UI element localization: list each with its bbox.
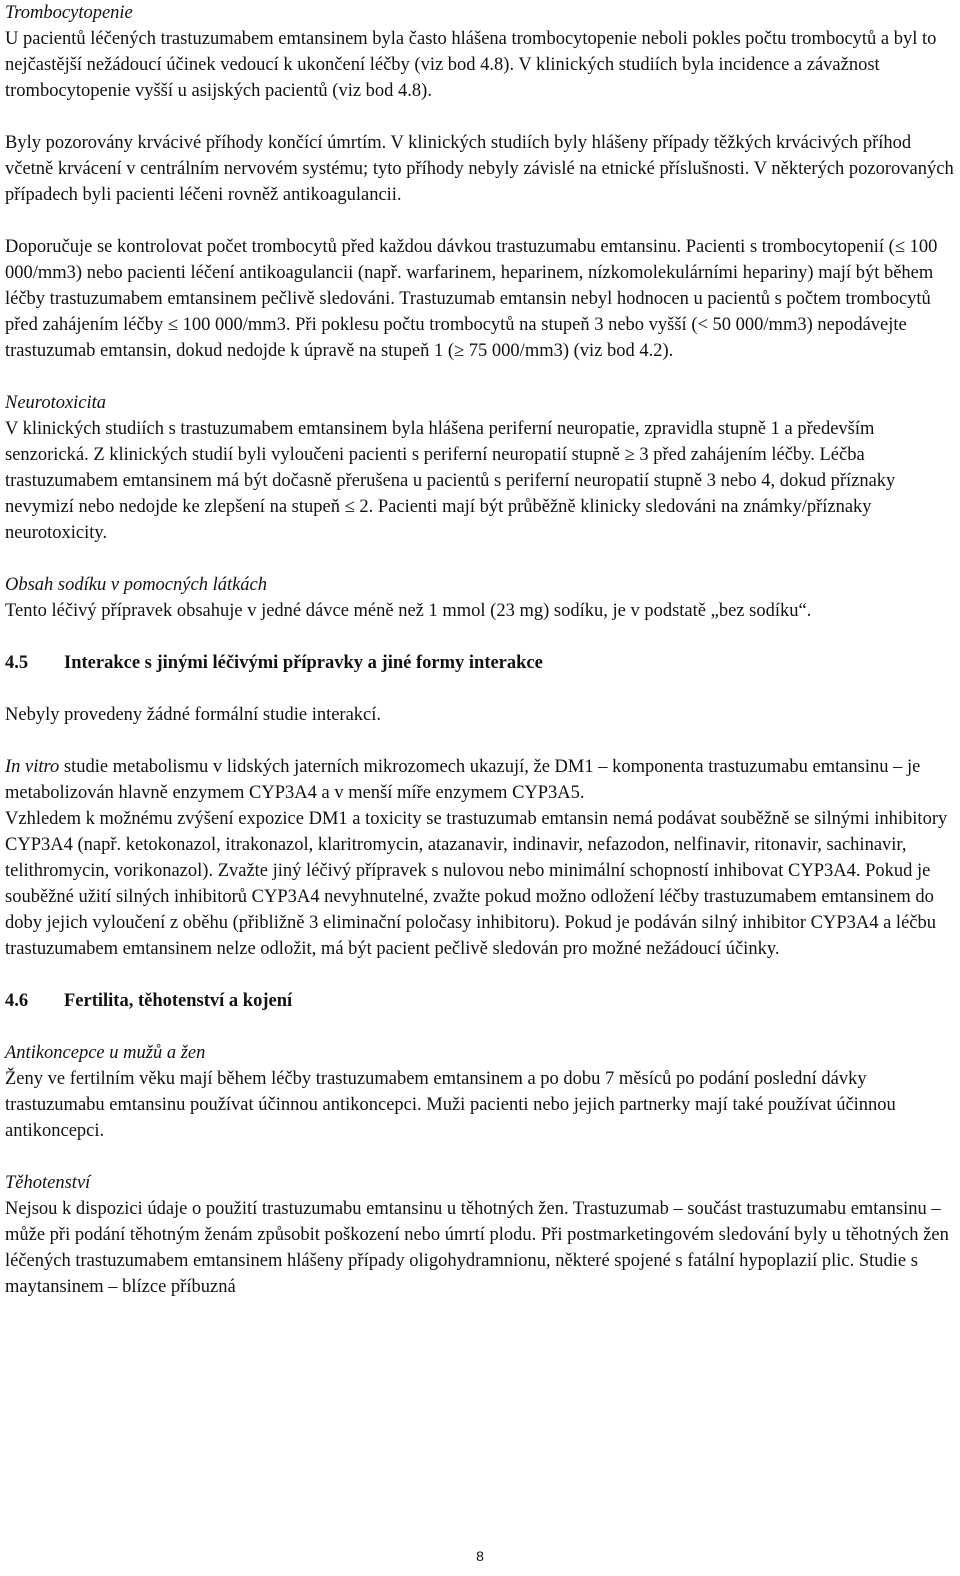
paragraph-interakce-1: Nebyly provedeny žádné formální studie interakcí. — [5, 705, 382, 725]
subheading-antikoncepce: Antikoncepce u mužů a žen — [5, 1043, 206, 1063]
subheading-tehotenstvi: Těhotenství — [5, 1173, 91, 1193]
subheading-neurotoxicita: Neurotoxicita — [5, 393, 107, 413]
subheading-trombocytopenie: Trombocytopenie — [5, 3, 133, 23]
paragraph-trombocytopenie-3: Doporučuje se kontrolovat počet trombocytů před každou dávkou trastuzumabu emtansinu. Pacienti s trombocytopenií (≤ 100 000/mm3) nebo pacienti léčení antikoagulancii (např. warfarinem, heparinem, nízkomolekulárními hepariny) mají být během léčby trastuzumabem emtansinem pečlivě sledováni. Trastuzumab emtansin nebyl hodnocen u pacientů s počtem trombocytů před zahájením léčby ≤ 100 000/mm3. Při poklesu počtu trombocytů na stupeň 3 nebo vyšší (< 50 000/mm3) nepodávejte trastuzumab emtansin, dokud nedojde k úpravě na stupeň 1 (≥ 75 000/mm3) (viz bod 4.2). — [5, 237, 938, 361]
paragraph-tehotenstvi: Nejsou k dispozici údaje o použití trastuzumabu emtansinu u těhotných žen. Trastuzumab – součást trastuzumabu emtansinu – může při podání těhotným ženám způsobit poškození nebo úmrtí plodu. Při postmarketingovém sledování byly u těhotných žen léčených trastuzumabem emtansinem hlášeny případy oligohydramnionu, některé spojené s fatální hypoplazií plic. Studie s maytansinem – blízce příbuzná — [5, 1199, 949, 1297]
section-number: 4.5 — [5, 653, 29, 673]
subheading-sodik: Obsah sodíku v pomocných látkách — [5, 575, 268, 595]
document-page — [5, 0, 955, 1300]
paragraph-trombocytopenie-1: U pacientů léčených trastuzumabem emtansinem byla často hlášena trombocytopenie neboli pokles počtu trombocytů a byl to nejčastější nežádoucí účinek vedoucí k ukončení léčby (viz bod 4.8). V klinických studiích byla incidence a závažnost trombocytopenie vyšší u asijských pacientů (viz bod 4.8). — [5, 29, 937, 101]
section-number: 4.6 — [5, 991, 29, 1011]
paragraph-neurotoxicita: V klinických studiích s trastuzumabem emtansinem byla hlášena periferní neuropatie, zpravidla stupně 1 a především senzorická. Z klinických studií byli vyloučeni pacienti s periferní neuropatií stupně ≥ 3 před zahájením léčby. Léčba trastuzumabem emtansinem má být dočasně přerušena u pacientů s periferní neuropatií stupně 3 nebo 4, dokud příznaky nevymizí nebo nedojde ke zlepšení na stupeň ≤ 2. Pacienti mají být průběžně klinicky sledováni na známky/příznaky neurotoxicity. — [5, 419, 896, 543]
page-number: 8 — [476, 1548, 484, 1564]
section-heading-4-5 — [5, 650, 955, 676]
paragraph-trombocytopenie-2: Byly pozorovány krvácivé příhody končící úmrtím. V klinických studiích byly hlášeny případy těžkých krvácivých příhod včetně krvácení v centrálním nervovém systému; tyto příhody nebyly závislé na etnické příslušnosti. V některých pozorovaných případech byli pacienti léčeni rovněž antikoagulancii. — [5, 133, 954, 205]
paragraph-interakce-2-text: studie metabolismu v lidských jaterních mikrozomech ukazují, že DM1 – komponenta trastuzumabu emtansinu – je metabolizován hlavně enzymem CYP3A4 a v menší míře enzymem CYP3A5. — [5, 757, 921, 803]
paragraph-sodik: Tento léčivý přípravek obsahuje v jedné dávce méně než 1 mmol (23 mg) sodíku, je v podstatě „bez sodíku“. — [5, 601, 812, 621]
section-title: Interakce s jinými léčivými přípravky a jiné formy interakce — [64, 653, 543, 673]
in-vitro-term: In vitro — [5, 757, 60, 777]
paragraph-antikoncepce: Ženy ve fertilním věku mají během léčby trastuzumabem emtansinem a po dobu 7 měsíců po podání poslední dávky trastuzumabu emtansinu používat účinnou antikoncepci. Muži pacienti nebo jejich partnerky mají také používat účinnou antikoncepci. — [5, 1069, 896, 1141]
paragraph-interakce-2 — [5, 754, 955, 806]
section-title: Fertilita, těhotenství a kojení — [64, 991, 293, 1011]
section-heading-4-6 — [5, 988, 955, 1014]
paragraph-interakce-3: Vzhledem k možnému zvýšení expozice DM1 a toxicity se trastuzumab emtansin nemá podávat souběžně se silnými inhibitory CYP3A4 (např. ketokonazol, itrakonazol, klaritromycin, atazanavir, indinavir, nefazodon, nelfinavir, ritonavir, sachinavir, telithromycin, vorikonazol). Zvažte jiný léčivý přípravek s nulovou nebo minimální schopností inhibovat CYP3A4. Pokud je souběžné užití silných inhibitorů CYP3A4 nevyhnutelné, zvažte pokud možno odložení léčby trastuzumabem emtansinem do doby jejich vyloučení z oběhu (přibližně 3 eliminační poločasy inhibitoru). Pokud je podáván silný inhibitor CYP3A4 a léčbu trastuzumabem emtansinem nelze odložit, má být pacient pečlivě sledován pro možné nežádoucí účinky. — [5, 809, 948, 959]
